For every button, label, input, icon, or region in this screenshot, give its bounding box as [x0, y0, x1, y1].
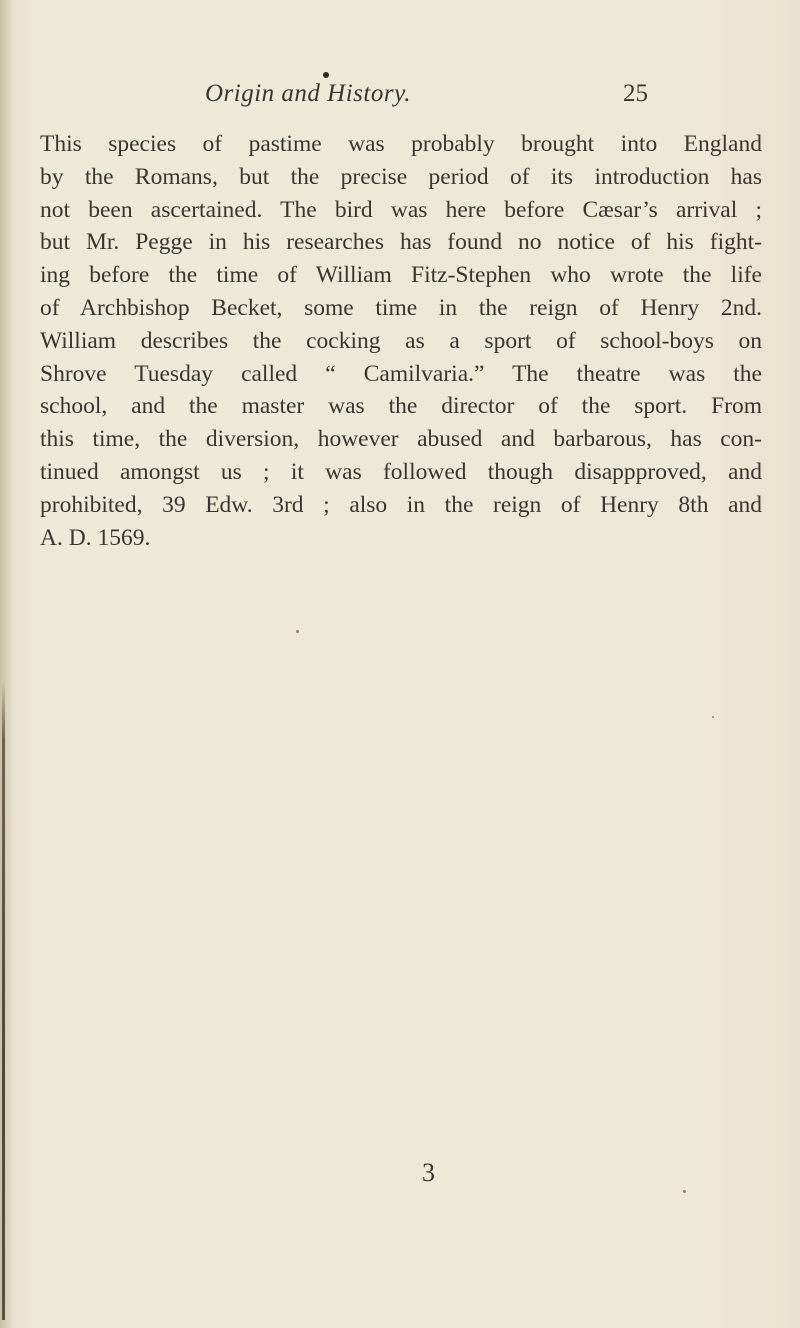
paper-speck — [296, 630, 299, 633]
text-line: This species of pastime was probably brought into England — [40, 131, 762, 157]
page-gutter-edge — [2, 680, 5, 1320]
running-head-title: Origin and History. — [205, 80, 412, 107]
ink-dot — [323, 72, 329, 78]
text-line: of Archbishop Becket, some time in the reign of Henry 2nd. — [40, 294, 762, 321]
running-head — [0, 80, 800, 116]
text-line: Shrove Tuesday called “ Camilvaria.” The theatre was the — [40, 360, 762, 387]
page-number: 25 — [623, 80, 648, 107]
text-line: ing before the time of William Fitz-Stephen who wrote the life — [40, 262, 762, 289]
text-line: William describes the cocking as a sport of school-boys on — [40, 327, 762, 354]
text-line: A. D. 1569. — [40, 524, 151, 551]
text-line: tinued amongst us ; it was followed though disappproved, and — [40, 458, 762, 485]
body-paragraph — [40, 128, 762, 554]
text-line: prohibited, 39 Edw. 3rd ; also in the reign of Henry 8th and — [40, 491, 762, 518]
text-line: this time, the diversion, however abused and barbarous, has con- — [40, 426, 762, 453]
paper-speck — [712, 716, 714, 718]
text-line: but Mr. Pegge in his researches has found no notice of his fight- — [40, 229, 762, 256]
text-line: school, and the master was the director of the sport. From — [40, 393, 762, 420]
signature-mark: 3 — [422, 1158, 435, 1187]
paper-speck — [683, 1190, 686, 1193]
text-line: by the Romans, but the precise period of its introduction has — [40, 163, 762, 190]
text-line: not been ascertained. The bird was here before Cæsar’s arrival ; — [40, 196, 762, 223]
